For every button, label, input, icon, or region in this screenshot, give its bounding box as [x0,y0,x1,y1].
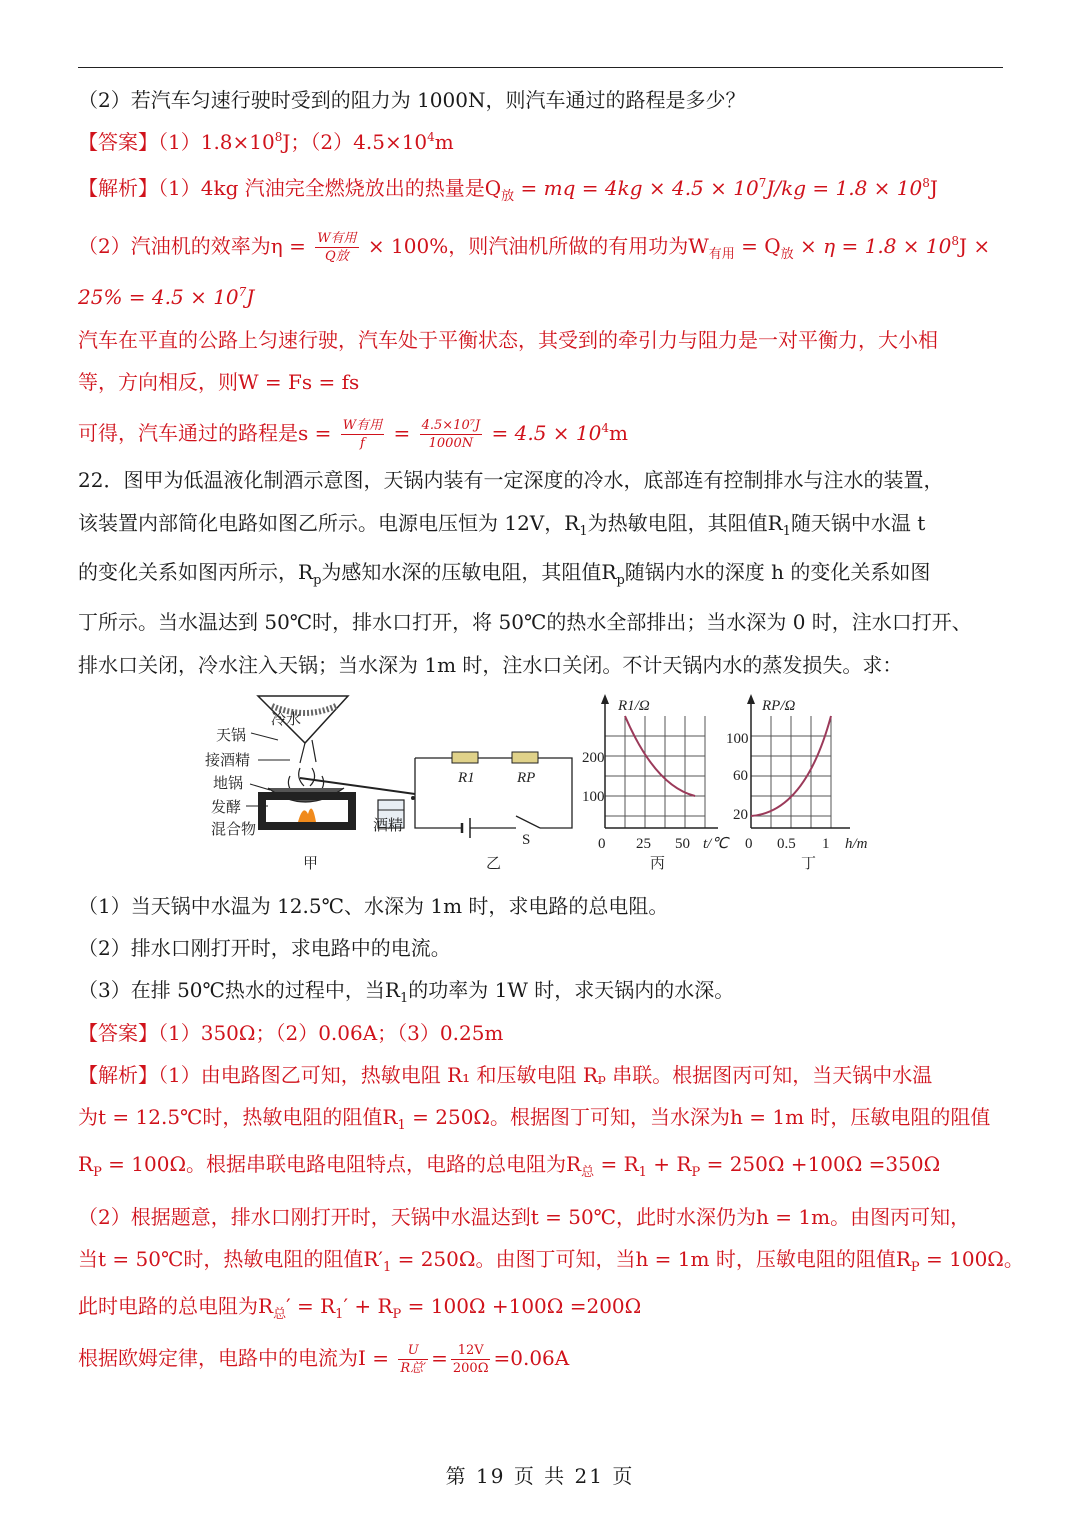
bing-xlabel: t/℃ [703,836,729,852]
answer-tag: 【答案】 [78,1021,158,1045]
q22-sub-3: （3）在排 50℃热水的过程中，当$R_1$的功率为 1W 时，求天锅内的水深。 [78,978,735,1006]
q22-analysis-2: （2）根据题意，排水口刚打开时，天锅中水温达到t = 50℃，此时水深仍为h = 1m。由图丙可知， [78,1205,971,1229]
distance-fraction-symbolic: $\frac{\text{W有用}}{f}$ [342,418,383,451]
ding-xtick-05: 0.5 [777,836,796,852]
leader-sky [251,733,278,740]
q22-analysis-1: 【解析】（1）由电路图乙可知，热敏电阻 R₁ 和压敏电阻 Rₚ 串联。根据图丙可知，当天锅中水温 [78,1063,933,1087]
label-receive-alcohol: 接酒精 [205,753,251,769]
figure-ding [726,694,868,872]
prev-analysis-3-cont: 等，方向相反，则W = Fs = fs [78,370,360,394]
label-sky-pot: 天锅 [216,728,247,744]
figure-bing [582,694,730,872]
ding-ytick-20: 20 [733,807,748,823]
header-rule [78,67,1003,68]
distance-fraction-numeric: $\frac{\text{4.5×10⁷J}}{1000N}$ [421,418,481,451]
current-fraction-numeric: $\frac{12V}{200\Omega}$ [452,1343,489,1376]
q22-analysis-2-current: 根据欧姆定律，电路中的电流为I = $\frac{U}{\text{R总′}}$ = $\frac{12V}{200\Omega}$ =0.06A [78,1343,570,1376]
prev-analysis-1: 【解析】（1）4kg 汽油完全燃烧放出的热量是$Q_放$ = mq = $4kg \times 4.5 \times 10^7J/kg = 1.8 \times 10^8J$ [78,176,938,204]
bing-grid [605,716,705,828]
figure-jia [205,696,415,872]
q22-line-2: 该装置内部简化电路如图乙所示。电源电压恒为 12V，$R_1$为热敏电阻，其阻值$R_1$随天锅中水温 t [78,511,926,539]
fire-icon [298,809,316,822]
label-alcohol: 酒精 [373,818,404,834]
efficiency-fraction: $\frac{\text{W有用}}{\text{Q放}}$ [317,231,357,264]
resistor-r1 [452,752,478,763]
bing-xtick-50: 50 [675,836,690,852]
label-mixture: 混合物 [211,822,257,838]
caption-bing: 丙 [650,856,666,872]
bing-ylabel: R1/Ω [618,698,650,714]
figure-row [0,688,1080,878]
pipe [300,740,316,763]
ding-xtick-1: 1 [822,836,830,852]
prev-analysis-4: 可得，汽车通过的路程是s = $\frac{\text{W有用}}{f}$ = $\frac{\text{4.5×10⁷J}}{1000N}$ = $4.5 \times 10^4m$ [78,418,628,451]
ding-ytick-100: 100 [726,731,749,747]
bing-xtick-25: 25 [636,836,651,852]
ding-ylabel: RP/Ω [762,698,796,714]
bing-ytick-200: 200 [582,750,605,766]
caption-yi: 乙 [486,856,502,872]
prev-answer: 【答案】$(1)1.8\times 10^8J$；$(2)4.5\times 10^4m$ [78,130,454,154]
q22-line-4: 丁所示。当水温达到 50℃时，排水口打开，将 50℃的热水全部排出；当水深为 0 时，注水口打开、 [78,610,972,634]
q22-analysis-1-cont: 为t = 12.5℃时，热敏电阻的阻值$R_1 = 250\Omega$。根据图丁可知，当水深为h = 1m 时，压敏电阻的阻值 [78,1105,991,1133]
ding-xlabel: h/m [845,836,868,852]
prev-analysis-2-cont: $25\% = 4.5 \times 10^7J$ [78,285,255,309]
caption-jia: 甲 [303,856,319,872]
label-r1: R1 [458,770,475,786]
answer-tag: 【答案】 [78,130,158,154]
label-ferment: 发酵 [211,800,242,816]
wire-right [538,758,572,828]
bing-ytick-100: 100 [582,789,605,805]
q22-analysis-2-cont: 当t = 50℃时，热敏电阻的阻值$R'_1 = 250\Omega$。由图丁可知，当h = 1m 时，压敏电阻的阻值$R_P = 100\Omega$。 [78,1247,1024,1275]
q22-sub-2: （2）排水口刚打开时，求电路中的电流。 [78,936,451,960]
current-fraction-symbolic: $\frac{U}{\text{R总′}}$ [400,1343,427,1376]
wire-left [415,758,462,828]
resistor-rp [512,752,538,763]
bing-xtick-0: 0 [598,836,606,852]
page-footer: 第 19 页 共 21 页 [445,1464,635,1488]
ding-xtick-0: 0 [745,836,753,852]
ding-grid [751,716,831,828]
label-ground-pot: 地锅 [213,776,244,792]
q22-line-1: 22．图甲为低温液化制酒示意图，天锅内装有一定深度的冷水，底部连有控制排水与注水的装置， [78,468,944,492]
ding-ytick-60: 60 [733,768,748,784]
analysis-tag: 【解析】 [78,1063,158,1087]
label-cold-water: 冷水 [271,712,302,728]
prev-question-2: （2）若汽车匀速行驶时受到的阻力为 1000N，则汽车通过的路程是多少？ [78,88,746,112]
bing-y-arrow [601,694,609,704]
q22-line-3: 的变化关系如图丙所示，$R_p$为感知水深的压敏电阻，其阻值$R_p$随锅内水的深度 h 的变化关系如图 [78,560,931,588]
switch-s [516,816,540,828]
q22-answer: 【答案】（1）350Ω；（2）0.06A；（3）0.25m [78,1021,504,1045]
figure-yi [415,752,572,872]
ding-y-arrow [747,694,755,704]
analysis-tag: 【解析】 [78,176,158,200]
label-switch: S [522,832,531,848]
q22-line-5: 排水口关闭，冷水注入天锅；当水深为 1m 时，注水口关闭。不计天锅内水的蒸发损失。求： [78,653,903,677]
q22-analysis-1-total: $R_P = 100\Omega$。根据串联电路电阻特点，电路的总电阻为$R_总 = R_1 + R_P = 250\Omega +100\Omega =350\Omega$ [78,1152,941,1180]
prev-analysis-3: 汽车在平直的公路上匀速行驶，汽车处于平衡状态，其受到的牵引力与阻力是一对平衡力，大小相 [78,328,938,352]
q22-analysis-2-total: 此时电路的总电阻为$R_总' = R_1' + R_P = 100\Omega +100\Omega =200\Omega$ [78,1294,642,1322]
leader-di [250,784,270,790]
label-rp: RP [517,770,536,786]
q22-sub-1: （1）当天锅中水温为 12.5℃、水深为 1m 时，求电路的总电阻。 [78,894,669,918]
caption-ding: 丁 [801,856,817,872]
prev-analysis-2: （2）汽油机的效率为η = $\frac{\text{W有用}}{\text{Q放}}$ × 100%，则汽油机所做的有用功为$W_{有用} = Q_放 \times \eta = 1.8 \times 10^8J$ × [78,231,991,264]
